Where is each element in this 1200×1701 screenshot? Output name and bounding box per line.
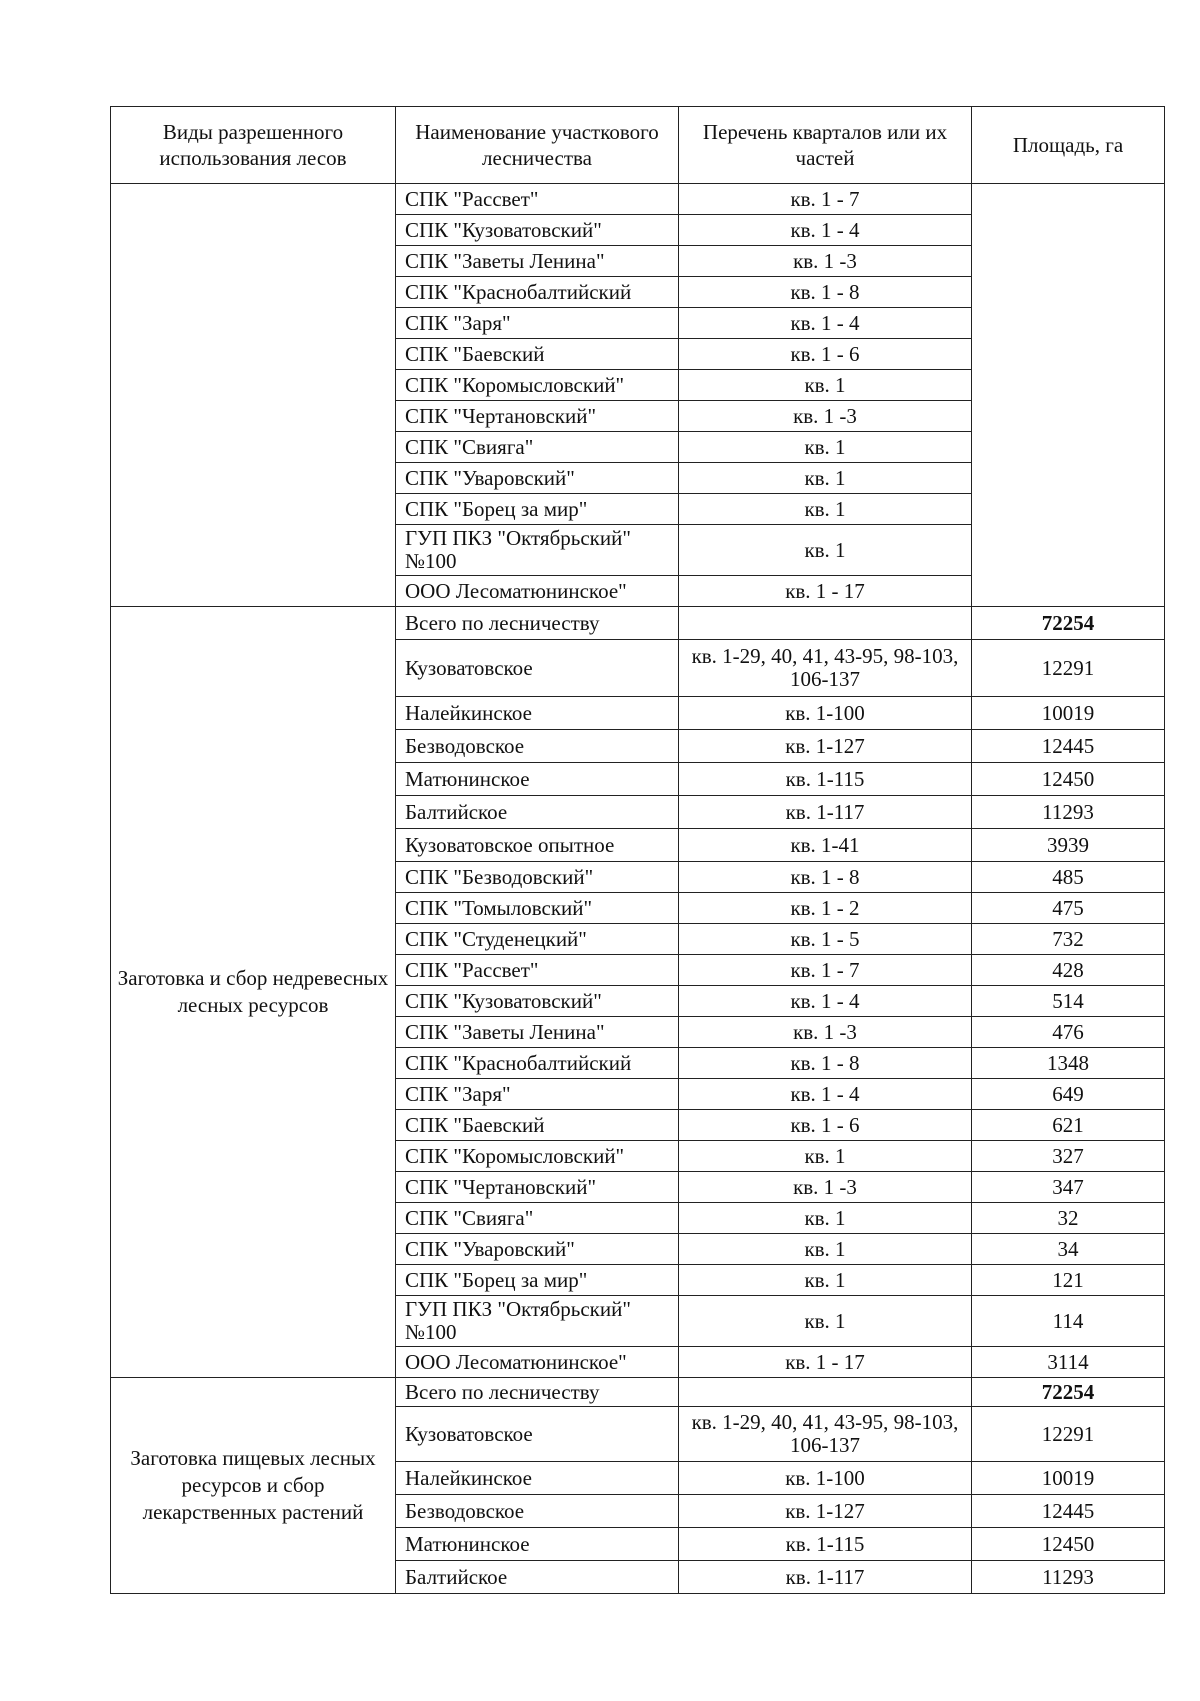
table-row bbox=[111, 1378, 1165, 1407]
forestry-name: СПК "Свияга" bbox=[396, 432, 679, 463]
quarters-list: кв. 1-127 bbox=[679, 730, 972, 763]
area-value: 327 bbox=[972, 1141, 1165, 1172]
use-kind-cell: Заготовка и сбор недревесных лесных ресурсов bbox=[111, 607, 396, 1378]
header-quarters: Перечень кварталов или их частей bbox=[679, 107, 972, 184]
header-area: Площадь, га bbox=[972, 107, 1165, 184]
quarters-list: кв. 1-115 bbox=[679, 1528, 972, 1561]
forestry-name: Налейкинское bbox=[396, 697, 679, 730]
area-value: 428 bbox=[972, 955, 1165, 986]
quarters-list: кв. 1 - 6 bbox=[679, 339, 972, 370]
area-value: 1348 bbox=[972, 1048, 1165, 1079]
area-value: 12445 bbox=[972, 730, 1165, 763]
forestry-name: ГУП ПКЗ "Октябрьский" №100 bbox=[396, 525, 679, 576]
area-total: 72254 bbox=[972, 1378, 1165, 1407]
quarters-list: кв. 1 bbox=[679, 370, 972, 401]
quarters-list: кв. 1-115 bbox=[679, 763, 972, 796]
quarters-list: кв. 1-29, 40, 41, 43-95, 98-103, 106-137 bbox=[679, 640, 972, 697]
quarters-list: кв. 1 - 4 bbox=[679, 1079, 972, 1110]
area-value: 10019 bbox=[972, 1462, 1165, 1495]
table-row bbox=[111, 607, 1165, 640]
table-row bbox=[111, 184, 1165, 215]
forestry-name: Всего по лесничеству bbox=[396, 1378, 679, 1407]
forestry-name: СПК "Заветы Ленина" bbox=[396, 246, 679, 277]
quarters-list: кв. 1 - 4 bbox=[679, 215, 972, 246]
quarters-list: кв. 1 - 5 bbox=[679, 924, 972, 955]
area-value: 3114 bbox=[972, 1347, 1165, 1378]
header-kind: Виды разрешенного использования лесов bbox=[111, 107, 396, 184]
quarters-list: кв. 1 bbox=[679, 1141, 972, 1172]
quarters-list: кв. 1 bbox=[679, 1234, 972, 1265]
forestry-name: Кузоватовское bbox=[396, 1407, 679, 1462]
forestry-name: Кузоватовское bbox=[396, 640, 679, 697]
area-value: 114 bbox=[972, 1296, 1165, 1347]
forestry-name: Безводовское bbox=[396, 1495, 679, 1528]
quarters-list bbox=[679, 1378, 972, 1407]
quarters-list: кв. 1-127 bbox=[679, 1495, 972, 1528]
forestry-name: СПК "Кузоватовский" bbox=[396, 986, 679, 1017]
quarters-list: кв. 1 - 8 bbox=[679, 1048, 972, 1079]
forestry-name: СПК "Заветы Ленина" bbox=[396, 1017, 679, 1048]
quarters-list: кв. 1 - 7 bbox=[679, 955, 972, 986]
quarters-list: кв. 1 bbox=[679, 1203, 972, 1234]
area-value: 12450 bbox=[972, 1528, 1165, 1561]
area-value: 732 bbox=[972, 924, 1165, 955]
quarters-list: кв. 1 - 2 bbox=[679, 893, 972, 924]
quarters-list: кв. 1-100 bbox=[679, 1462, 972, 1495]
forestry-name: ГУП ПКЗ "Октябрьский" №100 bbox=[396, 1296, 679, 1347]
forestry-name: СПК "Коромысловский" bbox=[396, 1141, 679, 1172]
forestry-name: Балтийское bbox=[396, 1561, 679, 1594]
area-value: 476 bbox=[972, 1017, 1165, 1048]
quarters-list: кв. 1 bbox=[679, 525, 972, 576]
area-value: 514 bbox=[972, 986, 1165, 1017]
forestry-name: СПК "Рассвет" bbox=[396, 184, 679, 215]
forestry-name: Балтийское bbox=[396, 796, 679, 829]
quarters-list: кв. 1 - 8 bbox=[679, 277, 972, 308]
area-cell bbox=[972, 184, 1165, 607]
quarters-list: кв. 1 - 4 bbox=[679, 986, 972, 1017]
use-kind-cell: Заготовка пищевых лесных ресурсов и сбор лекарственных растений bbox=[111, 1378, 396, 1594]
forestry-name: СПК "Уваровский" bbox=[396, 1234, 679, 1265]
quarters-list: кв. 1 - 17 bbox=[679, 576, 972, 607]
area-value: 11293 bbox=[972, 796, 1165, 829]
forestry-name: СПК "Уваровский" bbox=[396, 463, 679, 494]
quarters-list: кв. 1-29, 40, 41, 43-95, 98-103, 106-137 bbox=[679, 1407, 972, 1462]
quarters-list: кв. 1 -3 bbox=[679, 1017, 972, 1048]
quarters-list: кв. 1 bbox=[679, 432, 972, 463]
quarters-list: кв. 1 bbox=[679, 463, 972, 494]
forestry-name: СПК "Безводовский" bbox=[396, 862, 679, 893]
area-value: 32 bbox=[972, 1203, 1165, 1234]
forestry-name: ООО Лесоматюнинское" bbox=[396, 576, 679, 607]
quarters-list: кв. 1 bbox=[679, 1265, 972, 1296]
forestry-name: СПК "Свияга" bbox=[396, 1203, 679, 1234]
forestry-name: Всего по лесничеству bbox=[396, 607, 679, 640]
forestry-name: СПК "Кузоватовский" bbox=[396, 215, 679, 246]
quarters-list: кв. 1 - 6 bbox=[679, 1110, 972, 1141]
use-kind-cell bbox=[111, 184, 396, 607]
area-value: 121 bbox=[972, 1265, 1165, 1296]
forestry-name: СПК "Рассвет" bbox=[396, 955, 679, 986]
forestry-name: СПК "Краснобалтийский bbox=[396, 1048, 679, 1079]
forestry-name: СПК "Борец за мир" bbox=[396, 494, 679, 525]
forestry-name: СПК "Заря" bbox=[396, 1079, 679, 1110]
forestry-name: Налейкинское bbox=[396, 1462, 679, 1495]
area-value: 10019 bbox=[972, 697, 1165, 730]
forest-use-table bbox=[110, 106, 1165, 1594]
quarters-list: кв. 1 -3 bbox=[679, 1172, 972, 1203]
quarters-list: кв. 1-100 bbox=[679, 697, 972, 730]
quarters-list: кв. 1 - 8 bbox=[679, 862, 972, 893]
quarters-list: кв. 1-117 bbox=[679, 796, 972, 829]
forestry-name: Матюнинское bbox=[396, 763, 679, 796]
forestry-name: СПК "Томыловский" bbox=[396, 893, 679, 924]
forestry-name: Матюнинское bbox=[396, 1528, 679, 1561]
forestry-name: СПК "Краснобалтийский bbox=[396, 277, 679, 308]
area-value: 34 bbox=[972, 1234, 1165, 1265]
forestry-name: СПК "Баевский bbox=[396, 1110, 679, 1141]
area-value: 12445 bbox=[972, 1495, 1165, 1528]
forestry-name: СПК "Баевский bbox=[396, 339, 679, 370]
quarters-list: кв. 1 bbox=[679, 1296, 972, 1347]
forestry-name: Кузоватовское опытное bbox=[396, 829, 679, 862]
quarters-list: кв. 1 - 17 bbox=[679, 1347, 972, 1378]
quarters-list: кв. 1 bbox=[679, 494, 972, 525]
header-row bbox=[111, 107, 1165, 184]
quarters-list: кв. 1-41 bbox=[679, 829, 972, 862]
forestry-name: СПК "Борец за мир" bbox=[396, 1265, 679, 1296]
area-value: 3939 bbox=[972, 829, 1165, 862]
quarters-list: кв. 1 - 4 bbox=[679, 308, 972, 339]
area-value: 347 bbox=[972, 1172, 1165, 1203]
quarters-list: кв. 1 -3 bbox=[679, 246, 972, 277]
area-value: 12450 bbox=[972, 763, 1165, 796]
forestry-name: СПК "Коромысловский" bbox=[396, 370, 679, 401]
forestry-name: Безводовское bbox=[396, 730, 679, 763]
forestry-name: СПК "Чертановский" bbox=[396, 401, 679, 432]
area-value: 649 bbox=[972, 1079, 1165, 1110]
area-value: 475 bbox=[972, 893, 1165, 924]
forestry-name: СПК "Заря" bbox=[396, 308, 679, 339]
area-total: 72254 bbox=[972, 607, 1165, 640]
area-value: 12291 bbox=[972, 1407, 1165, 1462]
forestry-name: СПК "Чертановский" bbox=[396, 1172, 679, 1203]
quarters-list bbox=[679, 607, 972, 640]
area-value: 11293 bbox=[972, 1561, 1165, 1594]
header-name: Наименование участкового лесничества bbox=[396, 107, 679, 184]
area-value: 485 bbox=[972, 862, 1165, 893]
quarters-list: кв. 1-117 bbox=[679, 1561, 972, 1594]
area-value: 12291 bbox=[972, 640, 1165, 697]
forestry-name: ООО Лесоматюнинское" bbox=[396, 1347, 679, 1378]
quarters-list: кв. 1 - 7 bbox=[679, 184, 972, 215]
area-value: 621 bbox=[972, 1110, 1165, 1141]
quarters-list: кв. 1 -3 bbox=[679, 401, 972, 432]
forestry-name: СПК "Студенецкий" bbox=[396, 924, 679, 955]
